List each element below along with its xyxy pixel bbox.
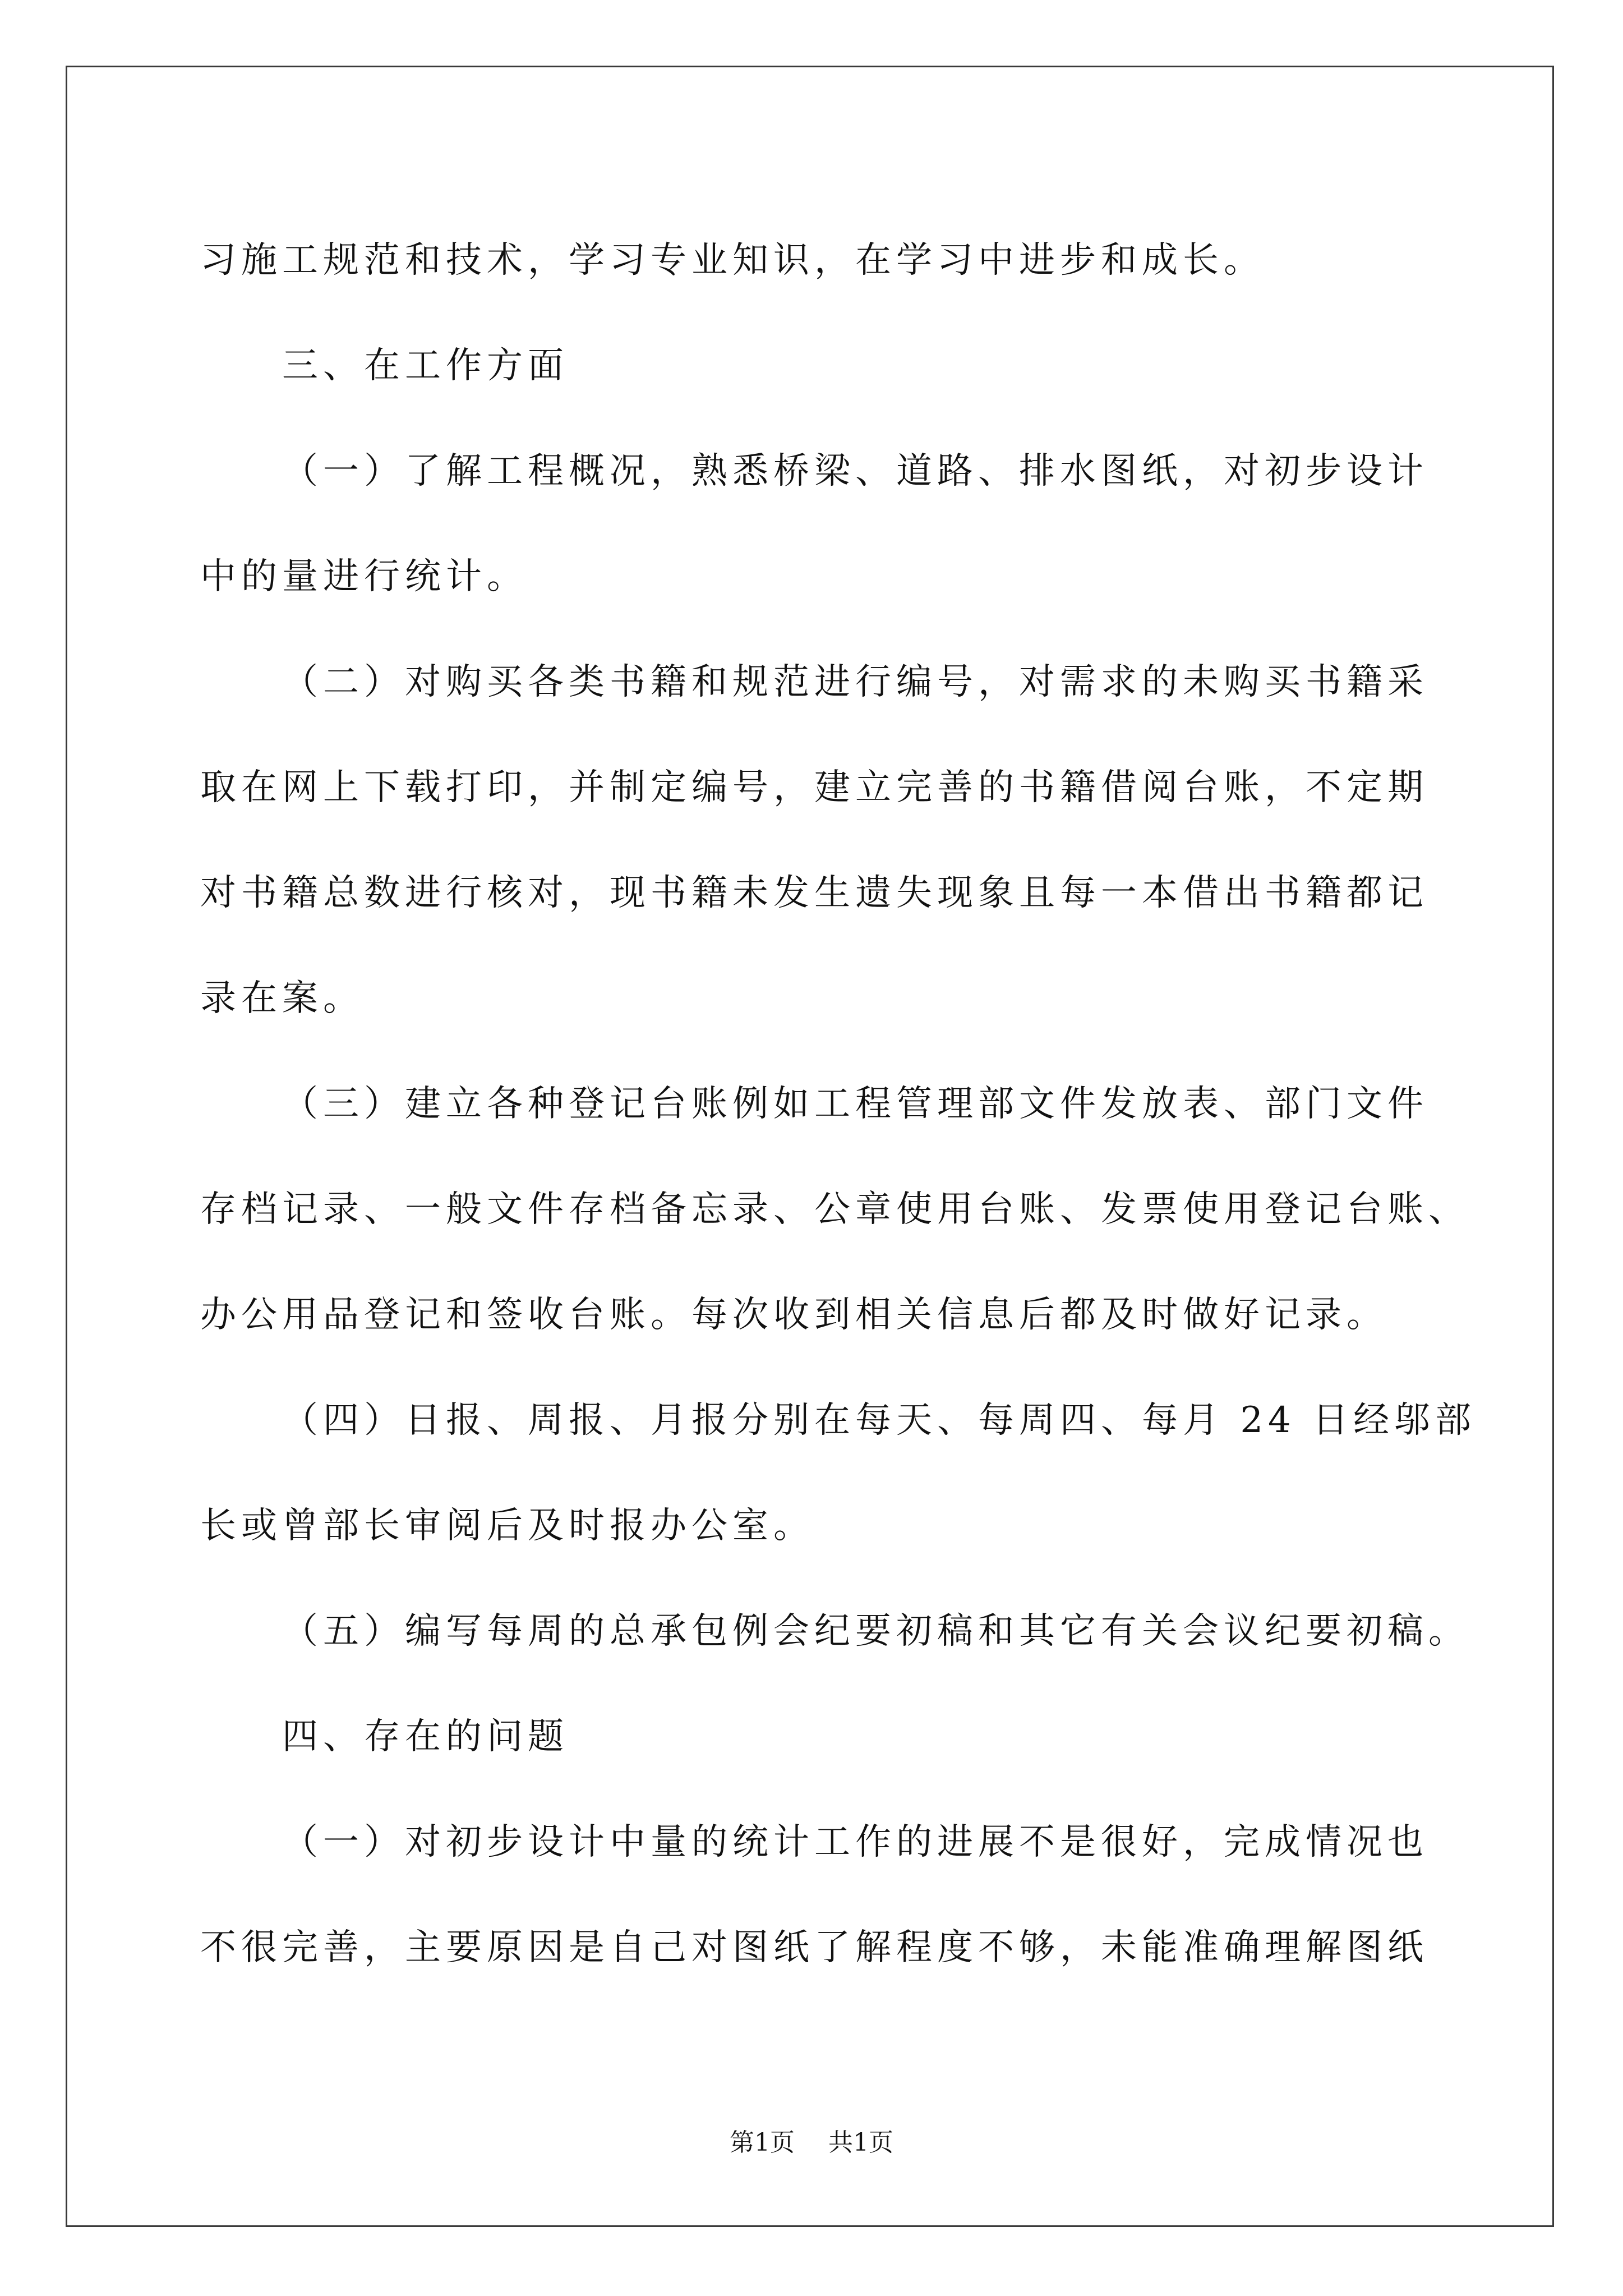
text-line: （二）对购买各类书籍和规范进行编号，对需求的未购买书籍采 [282,661,1428,703]
section-heading: 四、存在的问题 [282,1716,569,1757]
document-body [200,208,1535,2000]
text-line: 存档记录、一般文件存档备忘录、公章使用台账、发票使用登记台账、 [200,1189,1469,1230]
text-line: 习施工规范和技术，学习专业知识，在学习中进步和成长。 [200,240,1265,281]
text-line: 录在案。 [200,978,364,1019]
text-line: 办公用品登记和签收台账。每次收到相关信息后都及时做好记录。 [200,1294,1387,1336]
text-line: （四）日报、周报、月报分别在每天、每周四、每月 24 日经邬部 [282,1400,1477,1441]
page-footer [0,2126,1623,2160]
page-total: 共1页 [828,2128,893,2157]
text-line: （三）建立各种登记台账例如工程管理部文件发放表、部门文件 [282,1083,1428,1125]
text-line: （一）了解工程概况，熟悉桥梁、道路、排水图纸，对初步设计 [282,450,1428,492]
text-line: 中的量进行统计。 [200,556,528,597]
text-line: 不很完善，主要原因是自己对图纸了解程度不够，未能准确理解图纸 [200,1927,1428,1968]
text-line: （一）对初步设计中量的统计工作的进展不是很好，完成情况也 [282,1821,1428,1863]
text-line: （五）编写每周的总承包例会纪要初稿和其它有关会议纪要初稿。 [282,1611,1469,1652]
text-line: 长或曾部长审阅后及时报办公室。 [200,1505,814,1547]
section-heading: 三、在工作方面 [282,345,569,386]
page-number: 第1页 [730,2128,795,2157]
text-line: 取在网上下载打印，并制定编号，建立完善的书籍借阅台账，不定期 [200,767,1428,808]
text-line: 对书籍总数进行核对，现书籍未发生遗失现象且每一本借出书籍都记 [200,872,1428,914]
